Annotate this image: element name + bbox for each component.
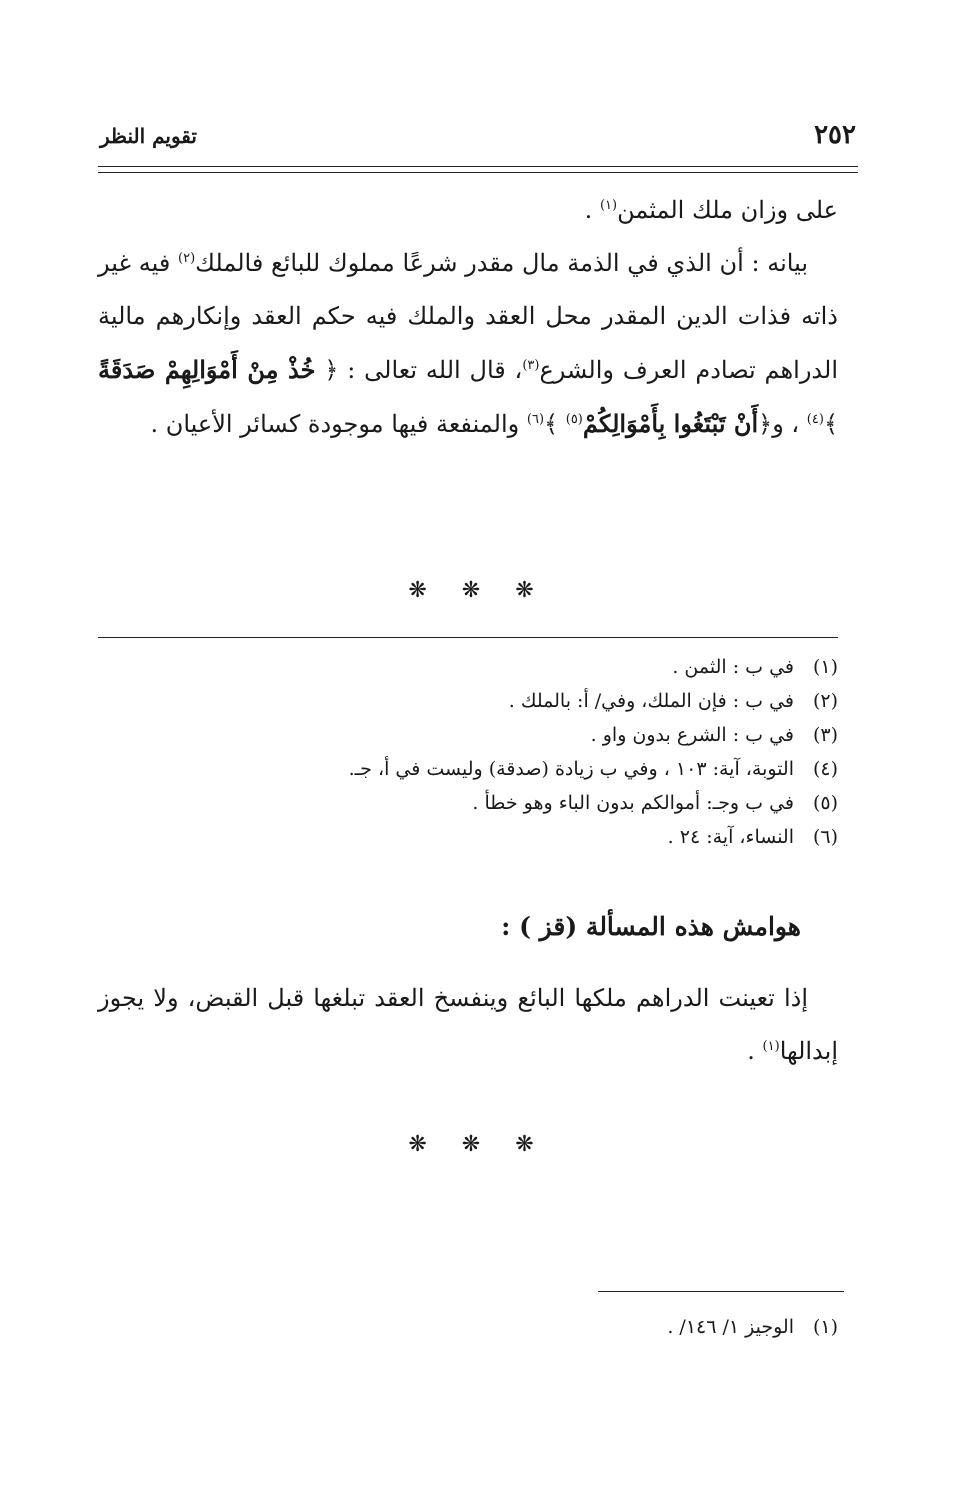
footnote-number: (١) xyxy=(812,656,838,678)
text-run: بيانه : أن الذي في الذمة مال مقدر شرعًا مملوك للبائع فالملك xyxy=(195,249,809,277)
footnotes xyxy=(98,650,838,854)
footnote xyxy=(98,752,838,786)
footnote-ref[interactable]: (١) xyxy=(599,198,618,213)
footnote-text: الوجيز ١/ ١٤٦/ . xyxy=(667,1316,794,1338)
text-run: ﴾ xyxy=(544,410,559,438)
footnote-ref[interactable]: (١) xyxy=(762,1039,780,1054)
text-run: والمنفعة فيها موجودة كسائر الأعيان . xyxy=(150,410,527,438)
margin-notes-text xyxy=(98,972,838,1078)
footnote-rule xyxy=(598,1291,844,1292)
section-separator: ❋ ❋ ❋ xyxy=(408,578,548,603)
header-rule xyxy=(98,166,858,167)
text-run: على وزان ملك المثمن xyxy=(617,196,838,224)
footnote-number: (٢) xyxy=(812,690,838,712)
footnote-rule xyxy=(98,637,838,638)
footnote-ref[interactable]: (٦) xyxy=(526,412,545,427)
footnote-number: (٥) xyxy=(812,792,838,814)
page-number: ٢٥٢ xyxy=(814,120,856,150)
footnote-text: التوبة، آية: ١٠٣ ، وفي ب زيادة (صدقة) وليست في أ، جـ. xyxy=(348,758,794,780)
main-text xyxy=(98,184,838,451)
footnote-text: في ب : الثمن . xyxy=(672,656,794,678)
text-run: ، و﴿ xyxy=(758,410,807,438)
footnote-number: (٤) xyxy=(812,758,838,780)
footnote-ref[interactable]: (٥) xyxy=(565,412,583,427)
footnote-text: في ب : فإن الملك، وفي/ أ: بالملك . xyxy=(508,690,794,712)
footnote-ref[interactable]: (٤) xyxy=(806,412,824,427)
footnote xyxy=(98,786,838,820)
footnote-text: النساء، آية: ٢٤ . xyxy=(667,826,794,848)
text-run: إذا تعينت الدراهم ملكها البائع وينفسخ العقد تبلغها قبل القبض، ولا يجوز إبدالها xyxy=(98,984,838,1065)
footnote-text: في ب : الشرع بدون واو . xyxy=(590,724,794,746)
book-title: تقويم النظر xyxy=(100,124,197,148)
header-rule xyxy=(98,172,858,173)
running-head xyxy=(98,120,858,156)
paragraph xyxy=(98,184,838,237)
section-heading: هوامش هذه المسألة (قز ) : xyxy=(501,912,801,941)
footnote-text: في ب وجـ: أموالكم بدون الباء وهو خطأ . xyxy=(472,792,794,814)
footnote-ref[interactable]: (٢) xyxy=(178,251,196,266)
footnote-number: (١) xyxy=(812,1316,838,1338)
section-separator: ❋ ❋ ❋ xyxy=(408,1132,548,1157)
paragraph xyxy=(98,237,838,451)
quran-quote: خُذْ مِنْ أَمْوَالِهِمْ صَدَقَةً xyxy=(98,355,316,384)
footnote-number: (٣) xyxy=(812,724,838,746)
text-run: . xyxy=(747,1037,755,1065)
paragraph xyxy=(98,972,838,1078)
footnote xyxy=(98,820,838,854)
text-run: ، قال الله تعالى : ﴿ xyxy=(324,356,523,384)
footnote-ref[interactable]: (٣) xyxy=(522,358,540,373)
text-run: . xyxy=(584,196,593,224)
footnote xyxy=(98,650,838,684)
text-run: فيه غير ذاته فذات الدين المقدر محل العقد والملك فيه حكم العقد وإنكارهم مالية الدراهم تصادم العرف والشرع xyxy=(98,249,838,384)
footnote xyxy=(667,1310,838,1344)
quran-quote: أَنْ تَبْتَغُوا بِأَمْوَالِكُمْ xyxy=(582,409,759,438)
footnote-number: (٦) xyxy=(812,826,838,848)
text-run: ﴾ xyxy=(823,410,838,438)
footnote xyxy=(98,718,838,752)
footnotes xyxy=(667,1310,838,1344)
footnote xyxy=(98,684,838,718)
